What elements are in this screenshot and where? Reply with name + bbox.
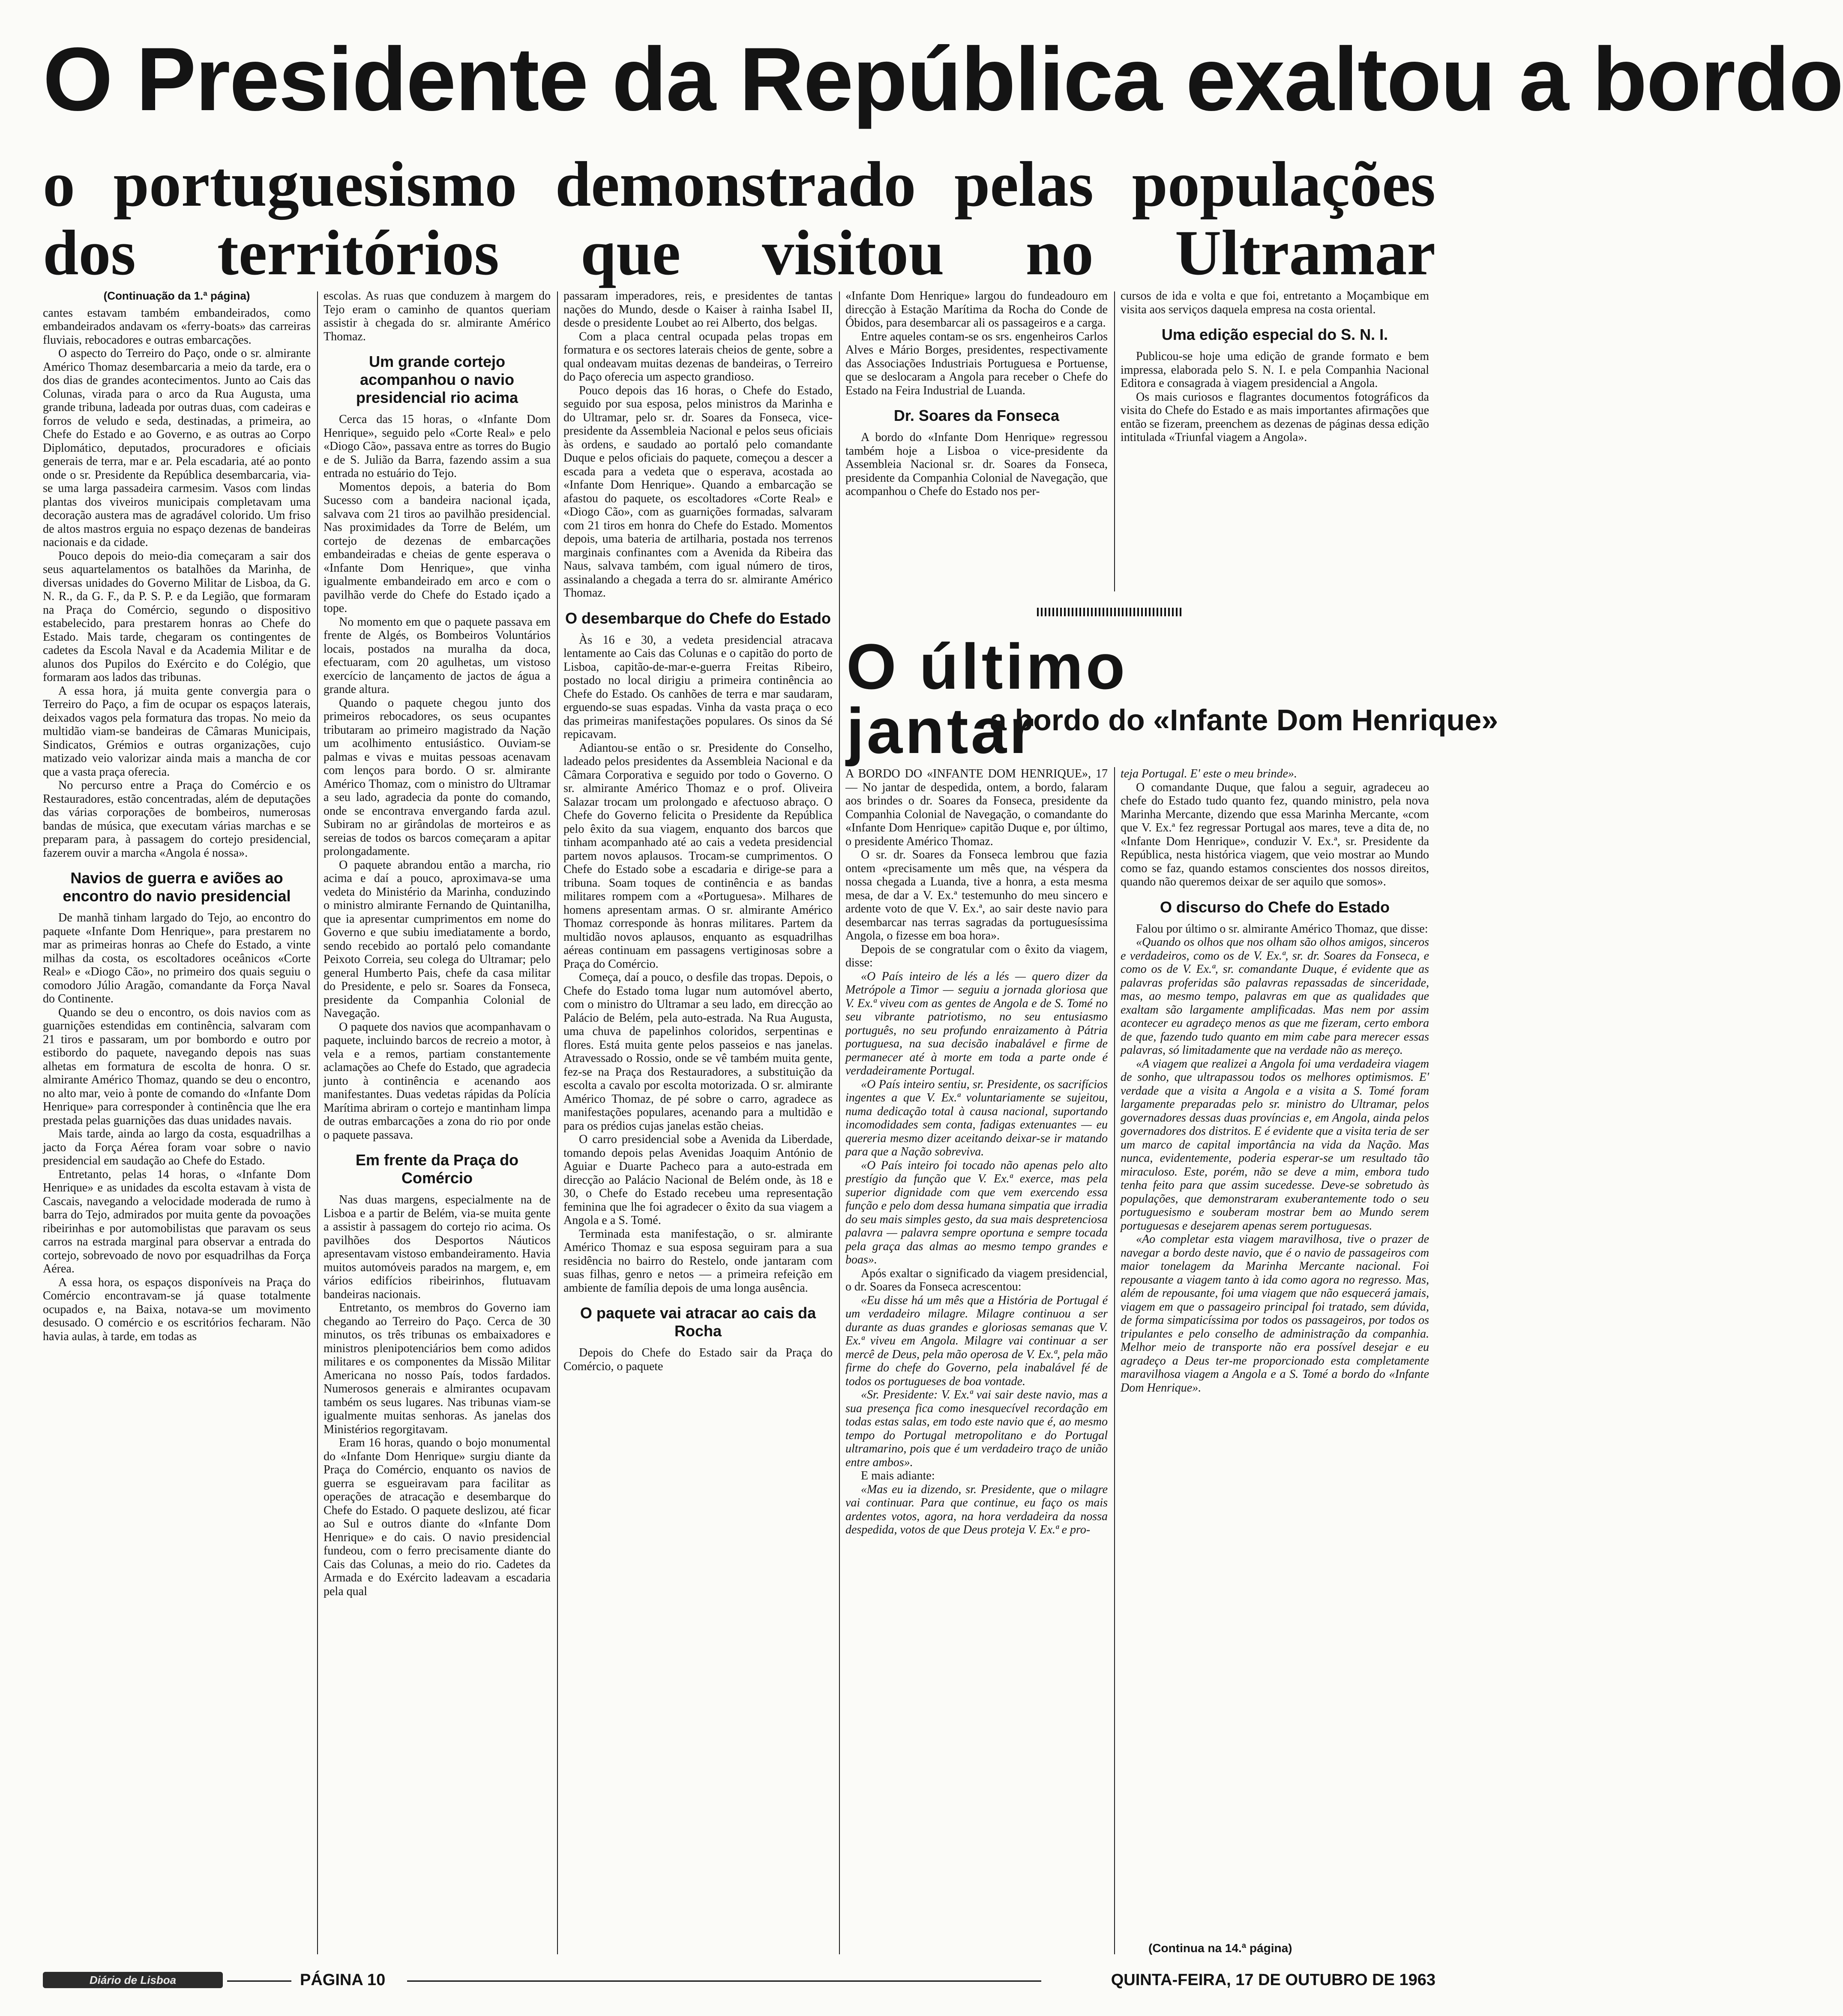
paragraph: Entretanto, pelas 14 horas, o «Infante Dom Henrique» e as unidades da escolta estavam à vista de Cascais, navegando a velocidade moderada de rumo à barra do Tejo, admirados por muita gente da povoações ribeirinhas e por automobilistas que paravam os seus carros na estrada marginal para observar a entrada do cortejo, sobrevoado de novo por esquadrilhas da Força Aérea. xyxy=(43,1167,311,1275)
paragraph: Pouco depois das 16 horas, o Chefe do Estado, seguido por sua esposa, pelos ministros da Marinha e do Ultramar, pelo sr. dr. Soares da Fonseca, vice-presidente da Assembleia Nacional e pelos seus oficiais às ordens, e saudado ao portaló pelo comandante Duque e pelos oficiais do paquete, começou a descer a escada para a vedeta que o esperava, acostada ao «Infante Dom Henrique». Quando a embarcação se afastou do paquete, os escoltadores «Corte Real» e «Diogo Cão», com as guarnições formadas, salvaram com 21 tiros em honra do Chefe do Estado. Momentos depois, uma bateria de artilharia, postada nos terrenos marginais confinantes com a Avenida da Ribeira das Naus, salvava também, com igual número de tiros, assinalando a chegada a terra do sr. almirante Américo Thomaz. xyxy=(563,384,833,600)
article-subheadline: a bordo do «Infante Dom Henrique» xyxy=(990,703,1498,737)
quoted-paragraph: «Eu disse há um mês que a História de Portugal é um verdadeiro milagre. Milagre continuou a ser durante as duas grandes e gloriosas semanas que V. Ex.ª viveu em Angola. Milagre vai continuar a ser mercê de Deus, pela mão operosa de V. Ex.ª, pela mão firme do chefe do Governo, pela inabalável fé de todos os portugueses de boa vontade. xyxy=(845,1293,1108,1388)
separator-ornament xyxy=(1037,608,1183,616)
subheading: O desembarque do Chefe do Estado xyxy=(565,609,831,627)
paragraph: A BORDO DO «INFANTE DOM HENRIQUE», 17 — No jantar de despedida, ontem, a bordo, falaram aos brindes o dr. Soares da Fonseca, presidente da Companhia Colonial de Navegação, o comandante do «Infante Dom Henrique» capitão Duque e, por último, o presidente Américo Thomaz. xyxy=(845,767,1108,848)
column-7 xyxy=(1121,767,1429,1941)
subheading: Uma edição especial do S. N. I. xyxy=(1161,326,1388,343)
paragraph: A bordo do «Infante Dom Henrique» regressou também hoje a Lisboa o vice-presidente da Assembleia Nacional sr. dr. Soares da Fonseca, presidente da Companhia Colonial de Navegação, que acompanhou o Chefe do Estado nos per- xyxy=(845,431,1108,498)
paragraph: De manhã tinham largado do Tejo, ao encontro do paquete «Infante Dom Henrique», para prestarem no mar as primeiras honras ao Chefe do Estado, a vinte milhas da costa, os escoltadores oceânicos «Corte Real» e «Diogo Cão», no primeiro dos quais seguiu o comodoro Júlio Aragão, comandante da Força Naval do Continente. xyxy=(43,911,311,1005)
column-rule xyxy=(1114,767,1115,1954)
quoted-paragraph: «Sr. Presidente: V. Ex.ª vai sair deste navio, mas a sua presença fica como inesquecível recordação em todas estas salas, em todo este navio que é, ao mesmo tempo do Portugal metropolitano e do Portugal ultramarino, pois que é um verdadeiro traço de união entre ambos». xyxy=(845,1388,1108,1469)
paragraph: «Infante Dom Henrique» largou do fundeadouro em direcção à Estação Marítima da Rocha do Conde de Óbidos, para desembarcar ali os passageiros e a carga. xyxy=(845,289,1108,330)
paragraph: Depois de se congratular com o êxito da viagem, disse: xyxy=(845,942,1108,969)
subheading: Um grande cortejo acompanhou o navio presidencial rio acima xyxy=(356,353,518,406)
newspaper-logo: Diário de Lisboa xyxy=(43,1972,223,1988)
paragraph: Falou por último o sr. almirante Américo Thomaz, que disse: xyxy=(1136,922,1428,936)
subheading: O discurso do Chefe do Estado xyxy=(1160,898,1390,916)
footer-rule xyxy=(407,1980,1041,1982)
paragraph: Pouco depois do meio-dia começaram a sair dos seus aquartelamentos os batalhões da Marinha, de diversas unidades do Governo Militar de Lisboa, da G. N. R., da G. F., da P. S. P. e da Legião, que formaram na Praça do Comércio, segundo o dispositivo estabelecido, para prestarem honras ao Chefe do Estado. Mais tarde, chegaram os contingentes de cadetes da Escola Naval e da Academia Militar e de alunos dos Pupilos do Exército e do Colégio, que formaram aos lados das tribunas. xyxy=(43,549,311,684)
paragraph: Quando se deu o encontro, os dois navios com as guarnições estendidas em continência, salvaram com 21 tiros e passaram, um por bombordo e outro por estibordo do paquete, navegando depois nas suas alhetas em formatura de escolta de honra. O sr. almirante Américo Thomaz, quando se deu o encontro, no alto mar, veio à ponte de comando do «Infante Dom Henrique» para corresponder à continência que lhe era prestada pelas guarnições das duas unidades navais. xyxy=(43,1005,311,1127)
paragraph: Começa, daí a pouco, o desfile das tropas. Depois, o Chefe do Estado toma lugar num automóvel aberto, com o ministro do Ultramar a seu lado, em direcção ao Palácio de Belém, pela auto-estrada. Na Rua Augusta, uma chuva de papelinhos coloridos, serpentinas e flores. Está muita gente pelos passeios e nas janelas. Atravessado o Rossio, onde se vê também muita gente, fez-se na Praça dos Restauradores, a substituição da escolta a cavalo por escolta motorizada. O sr. almirante Américo Thomaz, de pé sobre o carro, agradece as manifestações populares, acenando para a multidão e para os prédios cujas janelas estão cheias. xyxy=(563,971,833,1133)
paragraph: Momentos depois, a bateria do Bom Sucesso com a bandeira nacional içada, salvava com 21 tiros ao pavilhão presidencial. Nas proximidades da Torre de Belém, um cortejo de dezenas de embarcações embandeiradas e cheias de gente esperava o «Infante Dom Henrique», que vinha igualmente embandeirado em arco e com o pavilhão verde do Chefe do Estado içado a tope. xyxy=(324,480,551,615)
paragraph: Depois do Chefe do Estado sair da Praça do Comércio, o paquete xyxy=(563,1346,833,1373)
column-2 xyxy=(324,289,551,1952)
paragraph: A essa hora, já muita gente convergia para o Terreiro do Paço, a fim de ocupar os espaços laterais, deixados vagos pela formatura das tropas. No meio da multidão viam-se bandeiras de Câmaras Municipais, Sindicatos, Grémios e outras organizações, cujo matizado veio valorizar ainda mais a mancha de cor que a vasta praça oferecia. xyxy=(43,684,311,779)
paragraph: Após exaltar o significado da viagem presidencial, o dr. Soares da Fonseca acrescentou: xyxy=(845,1266,1108,1293)
paragraph: Quando o paquete chegou junto dos primeiros rebocadores, os seus ocupantes tributaram ao primeiro magistrado da Nação um acolhimento entusiástico. Ouviam-se palmas e vivas e muitas pessoas acenavam com lenços para bordo. O sr. almirante Américo Thomaz, com o ministro do Ultramar a seu lado, agradecia da ponte do comando, onde se encontrava envergando farda azul. Subiram no ar girândolas de morteiros e as sereias de todos os barcos começaram a apitar prolongadamente. xyxy=(324,696,551,858)
paragraph: O carro presidencial sobe a Avenida da Liberdade, tomando depois pelas Avenidas Joaquim António de Aguiar e Duarte Pacheco para a auto-estrada em direcção ao Palácio Nacional de Belém onde, às 18 e 30, o Chefe do Estado recebeu uma representação feminina que lhe foi agradecer o êxito da sua viagem a Angola e a S. Tomé. xyxy=(563,1133,833,1227)
continued-note: (Continua na 14.ª página) xyxy=(1148,1941,1292,1955)
quoted-paragraph: «Mas eu ia dizendo, sr. Presidente, que o milagre vai continuar. Para que continue, eu faço os mais ardentes votos, agora, na hora verdadeira da nossa despedida, votos de que Deus proteja V. Ex.ª e pro- xyxy=(845,1482,1108,1536)
subheading: Navios de guerra e aviões ao encontro do navio presidencial xyxy=(63,869,291,905)
subheading: Dr. Soares da Fonseca xyxy=(893,407,1060,424)
paragraph: O aspecto do Terreiro do Paço, onde o sr. almirante Américo Thomaz desembarcaria a meio da tarde, era o dos dias de grandes acontecimentos. Junto ao Cais das Colunas, virada para o arco da Rua Augusta, uma grande tribuna, ladeada por outras duas, com cadeiras e forros de veludo e seda, destinadas, a primeira, ao Chefe do Estado e ao Governo, e as outras ao Corpo Diplomático, deputados, procuradores e oficiais generais de terra, mar e ar. Pela escadaria, até ao ponto onde o sr. Presidente da República desembarcaria, via-se uma larga passadeira carmesim. Vasos com lindas plantas dos viveiros municipais completavam uma decoração austera mas de agradável colorido. Um friso de altos mastros erguia no espaço dezenas de bandeiras nacionais e da cidade. xyxy=(43,347,311,549)
subheading: O paquete vai atracar ao cais da Rocha xyxy=(580,1304,816,1340)
paragraph: Mais tarde, ainda ao largo da costa, esquadrilhas a jacto da Força Aérea foram voar sobre o navio presidencial em saudação ao Chefe do Estado. xyxy=(43,1127,311,1167)
subheading: Em frente da Praça do Comércio xyxy=(355,1151,519,1187)
paragraph: escolas. As ruas que conduzem à margem do Tejo eram o caminho de quantos queriam assistir à chegada do sr. almirante Américo Thomaz. xyxy=(324,289,551,343)
paragraph: Terminada esta manifestação, o sr. almirante Américo Thomaz e sua esposa seguiram para a sua residência no bairro do Restelo, onde jantaram com suas filhas, genro e netos — a primeira refeição em ambiente de família depois de uma longa ausência. xyxy=(563,1227,833,1295)
quoted-paragraph: «A viagem que realizei a Angola foi uma verdadeira viagem de sonho, que ultrapassou todos os melhores optimismos. E' verdade que a visita a Angola e a visita a S. Tomé foram largamente preparadas pelo sr. ministro do Ultramar, pelos governadores dessas duas províncias e, em Angola, ainda pelos governadores dos distritos. E é evidente que a visita teria de ser um marco de capital importância na vida da Nação. Mas nunca, evidentemente, poderia esperar-se um resultado tão miraculoso. Este, porém, não se deve a mim, embora tudo tenha feito para que assim sucedesse. Deve-se sobretudo às populações, que demonstraram exuberantemente todo o seu portuguesismo e souberam mostrar bem ao Mundo serem portuguesas e desejarem apenas serem portuguesas. xyxy=(1121,1057,1429,1233)
publication-date: QUINTA-FEIRA, 17 DE OUTUBRO DE 1963 xyxy=(1111,1971,1435,1989)
article-headline: O último jantar xyxy=(846,630,1128,767)
quoted-paragraph: «O País inteiro sentiu, sr. Presidente, os sacrifícios ingentes a que V. Ex.ª voluntariamente se sujeitou, numa dedicação total à causa nacional, suportando incomodidades sem conta, fadigas extenuantes — eu quereria mesmo dizer aceitando deixar-se ir matando para que a Nação sobreviva. xyxy=(845,1077,1108,1158)
continuation-note: (Continuação da 1.ª página) xyxy=(103,289,250,302)
paragraph: O sr. dr. Soares da Fonseca lembrou que fazia ontem «precisamente um mês que, na véspera da nossa chegada a Luanda, tive a honra, a esta mesma mesa, de dar a V. Ex.ª testemunho do meu sincero e ardente voto de que V. Ex.ª, ao sair deste navio para desembarcar nas terras sagradas da portuguesíssima Angola, o fizesse em boa hora». xyxy=(845,848,1108,942)
paragraph: No momento em que o paquete passava em frente de Algés, os Bombeiros Voluntários locais, postados na muralha da doca, efectuaram, com 20 agulhetas, um vistoso exercício de lançamento de jactos de água a grande altura. xyxy=(324,615,551,696)
footer-rule xyxy=(227,1980,291,1982)
column-6 xyxy=(845,767,1108,1954)
paragraph: Adiantou-se então o sr. Presidente do Conselho, ladeado pelos presidentes da Assembleia Nacional e da Câmara Corporativa e seguido por todo o Governo. O sr. almirante Américo Thomaz e o prof. Oliveira Salazar trocam um prolongado e afectuoso abraço. O Chefe do Governo felicita o Presidente da República pelo êxito da sua viagem, enquanto dos barcos que tinham acompanhado até ao cais a vedeta presidencial partem novos aplausos. Trocam-se cumprimentos. O Chefe do Estado sobe a escadaria e dirige-se para a tribuna. Soam toques de continência e as bandas militares rompem com a «Portuguesa». Milhares de homens apresentam armas. O sr. almirante Américo Thomaz corresponde às honras militares. Partem da multidão novos aplausos, enquanto as esquadrilhas aéreas continuam em passagens vertiginosas sobre a Praça do Comércio. xyxy=(563,741,833,971)
column-4 xyxy=(845,289,1108,589)
paragraph: O comandante Duque, que falou a seguir, agradeceu ao chefe do Estado tudo quanto fez, quando ministro, pela nova Marinha Mercante, dizendo que essa Marinha Mercante, «com que V. Ex.ª fez regressar Portugal aos mares, teve a dita de, no «Infante Dom Henrique», conduzir V. Ex.ª, sr. Presidente da República, nesta histórica viagem, que veio mostrar ao Mundo como se faz, quando estamos conscientes dos nossos direitos, quando não queremos deixar de ser aquilo que somos». xyxy=(1121,780,1429,888)
quoted-paragraph: «Ao completar esta viagem maravilhosa, tive o prazer de navegar a bordo deste navio, que é o navio de passageiros com maior tonelagem da Marinha Mercante nacional. Foi repousante a viagem tanto à ida como agora no regresso. Mas, além de repousante, foi uma viagem que não esquecerá jamais, viagem em que o passageiro principal foi tratado, sem dúvida, de forma simpaticíssima por todos os passageiros, por todos os tripulantes e pelo conselho de administração da companhia. Melhor meio de transporte não era possível desejar e eu agradeço a Deus ter-me proporcionado esta completamente maravilhosa viagem a Angola e a S. Tomé a bordo do «Infante Dom Henrique». xyxy=(1121,1233,1429,1395)
quoted-paragraph: teja Portugal. E' este o meu brinde». xyxy=(1121,767,1297,780)
paragraph: O paquete abrandou então a marcha, rio acima e daí a pouco, aproximava-se uma vedeta do Ministério da Marinha, conduzindo o ministro almirante Fernando de Quintanilha, que ia apresentar cumprimentos em nome do Governo e que subiu imediatamente a bordo, sendo recebido ao portaló pelo comandante Peixoto Correia, seu colega do Ultramar; pelo general Humberto Pais, chefe da casa militar do Presidente, e pelo sr. Soares da Fonseca, presidente da Companhia Colonial de Navegação. xyxy=(324,858,551,1020)
column-rule xyxy=(1114,291,1115,591)
paragraph: passaram imperadores, reis, e presidentes de tantas nações do Mundo, desde o Kaiser à rainha Isabel II, desde o presidente Loubet ao rei Alberto, dos belgas. xyxy=(563,289,833,330)
paragraph: Com a placa central ocupada pelas tropas em formatura e os sectores laterais cheios de gente, sobre a qual ondeavam muitas dezenas de bandeiras, o Terreiro do Paço oferecia um aspecto grandioso. xyxy=(563,330,833,384)
column-rule xyxy=(557,291,558,1954)
column-3 xyxy=(563,289,833,1952)
main-headline: O Presidente da República exaltou a bordo xyxy=(43,29,1843,129)
column-5 xyxy=(1121,289,1429,589)
main-subheadline: o portuguesismo demonstrado pelas populações dos territórios que visitou no Ultramar xyxy=(43,149,1435,288)
column-rule xyxy=(317,291,318,1954)
paragraph: Nas duas margens, especialmente na de Lisboa e a partir de Belém, via-se muita gente a assistir à passagem do cortejo rio acima. Os pavilhões dos Desportos Náuticos apresentavam vistoso embandeiramento. Havia muitos automóveis parados na margem, e, em vários edifícios ribeirinhos, flutuavam bandeiras nacionais. xyxy=(324,1193,551,1301)
paragraph: Entre aqueles contam-se os srs. engenheiros Carlos Alves e Mário Borges, presidentes, respectivamente das Associações Industriais Portuguesa e Portuense, que se deslocaram a Angola para receber o Chefe do Estado na Feira Industrial de Luanda. xyxy=(845,330,1108,397)
paragraph: A essa hora, os espaços disponíveis na Praça do Comércio encontravam-se já quase totalmente ocupados e, na Baixa, notava-se um movimento desusado. O comércio e os escritórios fecharam. Não havia aulas, à tarde, em todas as xyxy=(43,1275,311,1343)
page-number: PÁGINA 10 xyxy=(300,1971,386,1989)
paragraph: O paquete dos navios que acompanhavam o paquete, incluindo barcos de recreio a motor, à vela e a remos, partiam constantemente aclamações ao Chefe do Estado, que agradecia junto à continência e acenando aos manifestantes. Duas vedetas rápidas da Polícia Marítima abriram o cortejo e mantinham limpa de outras embarcações a zona do rio por onde o paquete passava. xyxy=(324,1020,551,1142)
quoted-paragraph: «O País inteiro foi tocado não apenas pelo alto prestígio da função que V. Ex.ª exerce, mas pela superior dignidade com que vem exercendo essa função e pelo dom dessa humana simpatia que irradia do seu mais simples gesto, da sua mais despretenciosa palavra — palavra sempre oportuna e sempre tocada pela graça das almas ao mesmo tempo grandes e boas». xyxy=(845,1158,1108,1266)
paragraph: cursos de ida e volta e que foi, entretanto a Moçambique em visita aos serviços daquela empresa na costa oriental. xyxy=(1121,289,1429,316)
paragraph: Os mais curiosos e flagrantes documentos fotográficos da visita do Chefe do Estado e as mais importantes afirmações que então se fizeram, preenchem as dezenas de páginas dessa edição intitulada «Triunfal viagem a Angola». xyxy=(1121,390,1429,444)
paragraph: Entretanto, os membros do Governo iam chegando ao Terreiro do Paço. Cerca de 30 minutos, os três tribunas os embaixadores e ministros plenipotenciários bem como adidos militares e os componentes da Missão Militar Americana no nosso País, todos fardados. Numerosos generais e almirantes ocupavam também os seus lugares. Nas tribunas viam-se igualmente muitas senhoras. As janelas dos Ministérios regorgitavam. xyxy=(324,1301,551,1436)
column-1 xyxy=(43,289,311,1952)
quoted-paragraph: «O País inteiro de lés a lés — quero dizer da Metrópole a Timor — seguiu a jornada gloriosa que V. Ex.ª viveu com as gentes de Angola e de S. Tomé no seu vibrante patriotismo, no seu entusiasmo português, no seu profundo enraizamento à Pátria portuguesa, na sua decisão inabalável e firme de permanecer até à morte em toda a parte onde é verdadeiramente Portugal. xyxy=(845,969,1108,1077)
paragraph: Publicou-se hoje uma edição de grande formato e bem impressa, elaborada pelo S. N. I. e pela Companhia Nacional Editora e consagrada à viagem presidencial a Angola. xyxy=(1121,350,1429,390)
paragraph: Cerca das 15 horas, o «Infante Dom Henrique», seguido pelo «Corte Real» e pelo «Diogo Cão», passava entre as torres do Bugio e de S. Julião da Barra, fazendo assim a sua entrada no estuário do Tejo. xyxy=(324,413,551,480)
paragraph: cantes estavam também embandeirados, como embandeirados andavam os «ferry-boats» das carreiras fluviais, rebocadores e outras embarcações. xyxy=(43,306,311,347)
paragraph: No percurso entre a Praça do Comércio e os Restauradores, estão concentradas, além de deputações das várias corporações de bombeiros, numerosas bandas de música, que executam várias marchas e se preparam para, à passagem do cortejo presidencial, fazerem ouvir a marcha «Angola é nossa». xyxy=(43,779,311,860)
column-rule xyxy=(839,291,840,1954)
paragraph: Eram 16 horas, quando o bojo monumental do «Infante Dom Henrique» surgiu diante da Praça do Comércio, enquanto os navios de guerra se esgueiravam para facilitar as operações de atracação e desembarque do Chefe do Estado. O paquete deslizou, até ficar ao Sul e outros diante do «Infante Dom Henrique» e do cais. O navio presidencial fundeou, com o ferro precisamente diante do Cais das Colunas, a meio do rio. Cadetes da Armada e do Exército ladeavam a escadaria pela qual xyxy=(324,1436,551,1598)
paragraph: E mais adiante: xyxy=(861,1469,935,1482)
paragraph: Às 16 e 30, a vedeta presidencial atracava lentamente ao Cais das Colunas e o capitão do porto de Lisboa, capitão-de-mar-e-guerra Freitas Ribeiro, postado no local dirigiu a primeira continência ao Chefe do Estado. Os canhões de terra e mar saudaram, erguendo-se suas espadas. Vinha da vasta praça o eco das primeiras manifestações populares. Os sinos da Sé repicavam. xyxy=(563,633,833,741)
quoted-paragraph: «Quando os olhos que nos olham são olhos amigos, sinceros e verdadeiros, como os de V. Ex.ª, sr. dr. Soares da Fonseca, e como os de V. Ex.ª, sr. comandante Duque, é evidente que as palavras proferidas são palavras repassadas de sinceridade, mas, ao mesmo tempo, palavras em que as qualidades que exaltam são largamente amplificadas. Mas nem por assim acontecer eu agradeço menos as que me fizeram, certo embora de que, fazendo tudo quanto em mim cabe para merecer essas palavras, só limitadamente que na verdade não as mereço. xyxy=(1121,936,1429,1057)
page-footer xyxy=(43,1969,1435,1991)
